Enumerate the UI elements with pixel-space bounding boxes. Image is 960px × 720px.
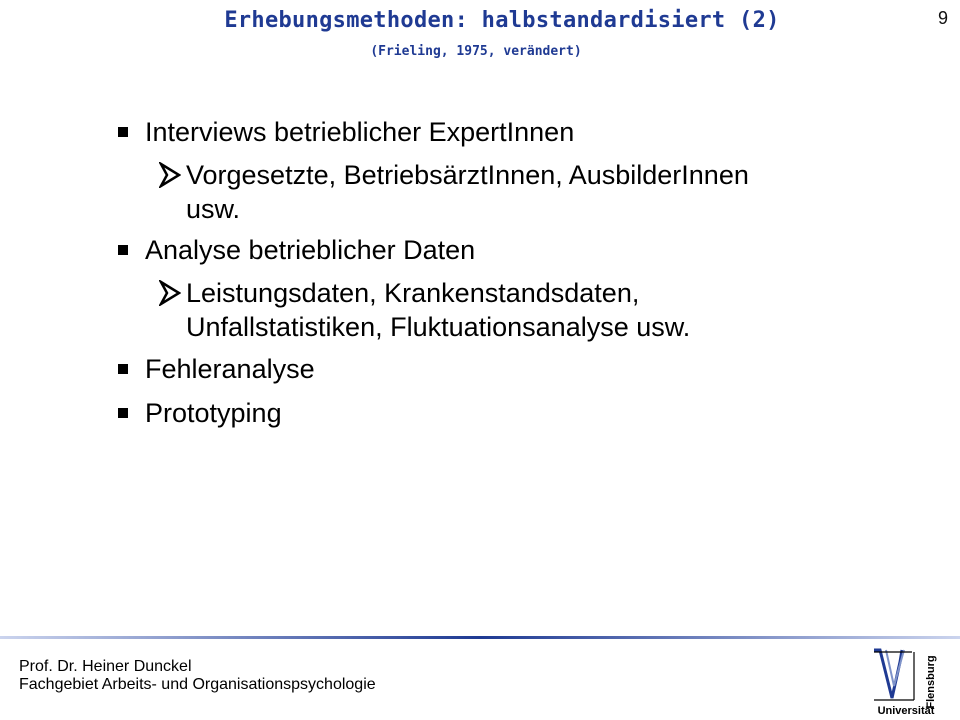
university-logo <box>866 642 946 718</box>
sub-item-vorgesetzte-line1: Vorgesetzte, BetriebsärztInnen, AusbilderInnen <box>186 160 749 190</box>
logo-vertical-text: Flensburg <box>925 655 937 709</box>
slide-subtitle: (Frieling, 1975, verändert) <box>370 44 582 59</box>
slide-title: Erhebungsmethoden: halbstandardisiert (2) <box>224 8 780 33</box>
bullet-item-analyse: Analyse betrieblicher Daten <box>145 235 476 265</box>
arrow-bullet-icon <box>159 280 181 306</box>
footer-author: Prof. Dr. Heiner Dunckel <box>19 658 192 675</box>
bullet-item-fehleranalyse: Fehleranalyse <box>145 354 315 384</box>
square-bullet-icon <box>118 245 128 255</box>
sub-item-leistungsdaten-line1: Leistungsdaten, Krankenstandsdaten, <box>186 278 640 308</box>
footer-department: Fachgebiet Arbeits- und Organisationspsychologie <box>19 676 376 693</box>
bullet-item-interviews: Interviews betrieblicher ExpertInnen <box>145 117 575 147</box>
sub-item-vorgesetzte-line2: usw. <box>186 194 241 224</box>
page-number: 9 <box>937 8 948 28</box>
footer-divider <box>0 636 960 639</box>
square-bullet-icon <box>118 408 128 418</box>
bullet-item-prototyping: Prototyping <box>145 398 282 428</box>
sub-item-leistungsdaten-line2: Unfallstatistiken, Fluktuationsanalyse usw. <box>186 312 691 342</box>
arrow-bullet-icon <box>159 162 181 188</box>
footer <box>19 658 376 694</box>
logo-bottom-text: Universität <box>877 705 935 717</box>
square-bullet-icon <box>118 127 128 137</box>
square-bullet-icon <box>118 364 128 374</box>
